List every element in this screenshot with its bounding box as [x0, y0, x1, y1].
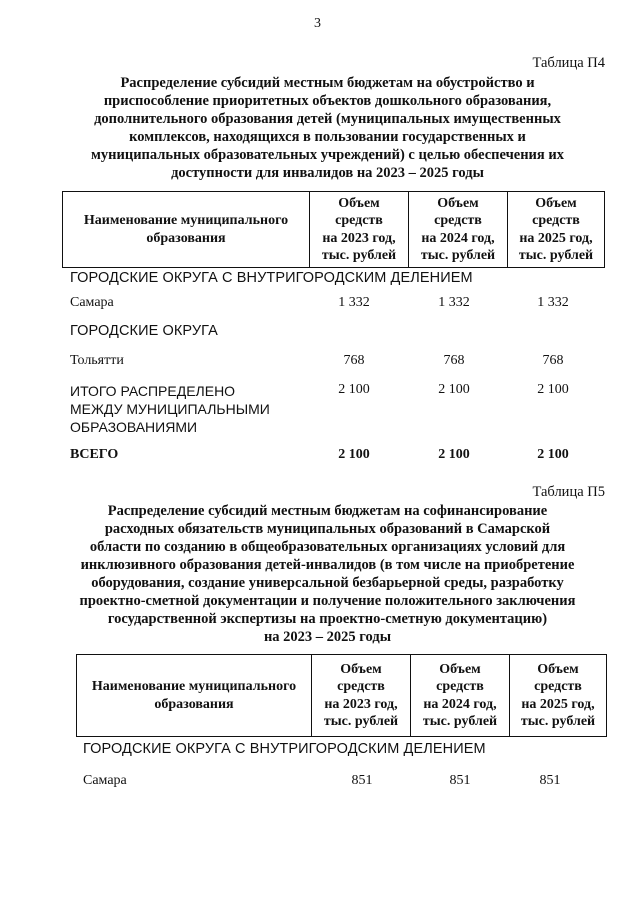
value-2025: 1 332 [537, 295, 569, 310]
value-2023: 851 [351, 773, 373, 788]
header-2025 [508, 192, 605, 268]
title-line: государственной экспертизы на проектно-сметную документацию) [107, 611, 548, 627]
header-line: Объем [437, 195, 479, 211]
header-line: на 2025 год, [519, 230, 593, 246]
value-2023: 1 332 [338, 295, 370, 310]
header-line: Объем [338, 195, 380, 211]
header-line: тыс. рублей [323, 714, 399, 729]
section-header: ГОРОДСКИЕ ОКРУГА С ВНУТРИГОРОДСКИМ ДЕЛЕНИЕМ [83, 741, 486, 757]
value-2024: 1 332 [438, 295, 470, 310]
name-line: ИТОГО РАСПРЕДЕЛЕНО [70, 383, 236, 399]
header-line: Объем [340, 661, 382, 677]
value-2023: 768 [343, 353, 365, 368]
header-line: тыс. рублей [420, 248, 496, 263]
name-line: ОБРАЗОВАНИЯМИ [70, 419, 198, 435]
table-p4-header [62, 191, 605, 268]
name-line: МЕЖДУ МУНИЦИПАЛЬНЫМИ [70, 401, 270, 417]
table-p4-title [40, 74, 615, 182]
header-line: средств [335, 213, 383, 228]
header-name-line: Наименование муниципального [91, 679, 297, 694]
value-2025: 851 [539, 773, 561, 788]
value-2023: 2 100 [338, 447, 370, 462]
header-line: на 2024 год, [421, 230, 495, 246]
header-line: средств [534, 679, 582, 694]
header-line: Объем [535, 195, 577, 211]
header-2024 [411, 655, 510, 737]
value-2024: 2 100 [438, 447, 470, 462]
header-line: на 2023 год, [324, 696, 398, 712]
value-2025: 2 100 [537, 382, 569, 397]
title-line: дополнительного образования детей (муниципальных имущественных [94, 111, 561, 127]
header-name-line: образования [154, 696, 234, 712]
title-line: инклюзивного образования детей-инвалидов (в том числе на приобретение [80, 557, 575, 573]
table-p5-ref: Таблица П5 [532, 484, 605, 500]
header-2023 [310, 192, 409, 268]
header-line: на 2025 год, [521, 696, 595, 712]
header-name [63, 192, 310, 268]
municipality-name: ВСЕГО [70, 447, 119, 462]
municipality-name: Самара [83, 773, 127, 788]
header-name [77, 655, 312, 737]
title-line: области по созданию в общеобразовательных организациях условий для [89, 539, 566, 555]
title-line: проектно-сметной документации и получение положительного заключения [79, 593, 576, 609]
header-2024 [409, 192, 508, 268]
municipality-name: Самара [70, 295, 114, 310]
header-line: на 2024 год, [423, 696, 497, 712]
value-2023: 2 100 [338, 382, 370, 397]
table-p5-title [20, 502, 635, 646]
municipality-name: Тольятти [70, 353, 124, 368]
title-line: Распределение субсидий местным бюджетам на софинансирование [107, 503, 548, 519]
header-name-line: образования [146, 230, 226, 246]
header-line: средств [434, 213, 482, 228]
title-line: муниципальных образовательных учреждений) с целью обеспечения их [91, 147, 564, 163]
header-name-line: Наименование муниципального [83, 213, 289, 228]
header-line: Объем [537, 661, 579, 677]
table-p4-ref: Таблица П4 [532, 55, 605, 71]
table-p5-header [76, 654, 607, 737]
page-number: 3 [314, 16, 321, 31]
header-line: тыс. рублей [520, 714, 596, 729]
title-line: оборудования, создание универсальной безбарьерной среды, разработку [91, 575, 564, 591]
title-line: расходных обязательств муниципальных образований в Самарской [104, 521, 551, 537]
title-line: доступности для инвалидов на 2023 – 2025 годы [171, 165, 484, 181]
value-2024: 768 [443, 353, 465, 368]
title-line: комплексов, находящихся в пользовании государственных и [129, 129, 526, 145]
title-line: Распределение субсидий местным бюджетам на обустройство и [120, 75, 535, 91]
header-line: тыс. рублей [518, 248, 594, 263]
header-2025 [510, 655, 607, 737]
header-line: тыс. рублей [321, 248, 397, 263]
header-line: средств [532, 213, 580, 228]
title-line: приспособление приоритетных объектов дошкольного образования, [103, 93, 552, 109]
section-header: ГОРОДСКИЕ ОКРУГА [70, 323, 218, 339]
value-2024: 2 100 [438, 382, 470, 397]
header-line: средств [337, 679, 385, 694]
value-2025: 2 100 [537, 447, 569, 462]
municipality-name [70, 382, 270, 436]
value-2024: 851 [449, 773, 471, 788]
value-2025: 768 [542, 353, 564, 368]
header-line: на 2023 год, [322, 230, 396, 246]
title-line: на 2023 – 2025 годы [263, 629, 392, 645]
section-header: ГОРОДСКИЕ ОКРУГА С ВНУТРИГОРОДСКИМ ДЕЛЕНИЕМ [70, 270, 473, 286]
header-line: средств [436, 679, 484, 694]
header-2023 [312, 655, 411, 737]
header-line: Объем [439, 661, 481, 677]
header-line: тыс. рублей [422, 714, 498, 729]
